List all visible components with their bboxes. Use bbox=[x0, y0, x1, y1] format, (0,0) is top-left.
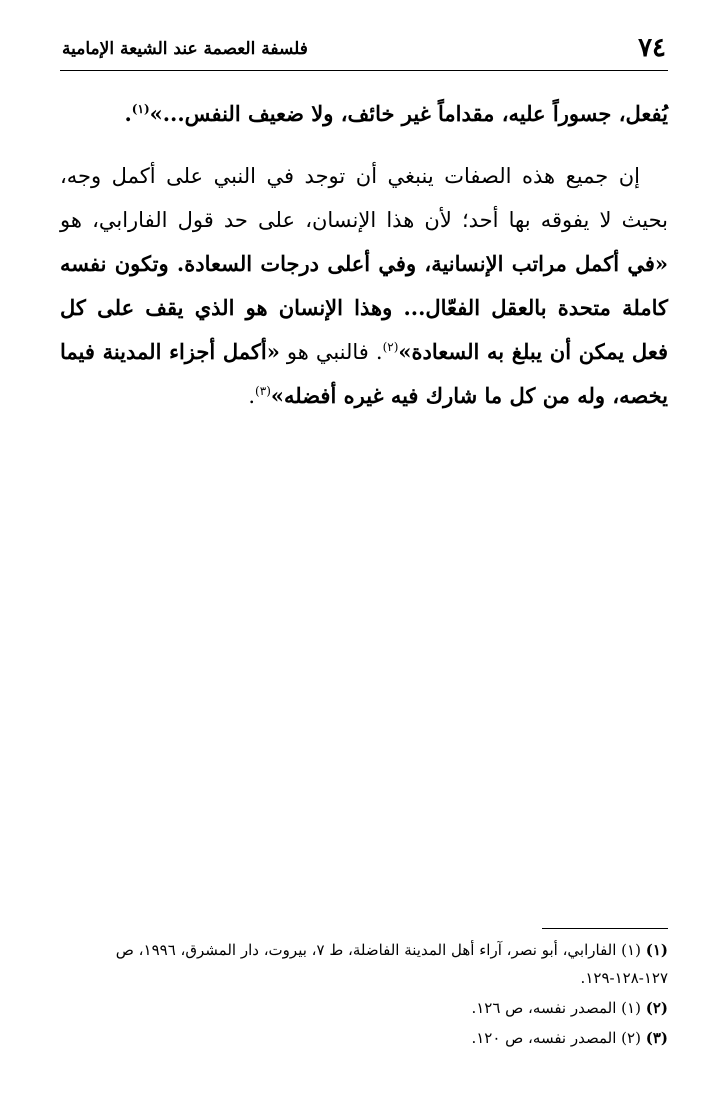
footnote-ref-2: (٢) bbox=[382, 340, 399, 354]
period: . bbox=[124, 101, 132, 126]
footnote-divider bbox=[542, 928, 668, 929]
header-divider bbox=[60, 70, 668, 71]
connector-text: . فالنبي هو bbox=[279, 340, 383, 364]
running-title: فلسفة العصمة عند الشيعة الإمامية bbox=[62, 39, 308, 59]
paragraph-intro-text: إن جميع هذه الصفات ينبغي أن توجد في النبي على أكمل وجه، بحيث لا يفوقه بها أحد؛ لأن هذا الإنسان، على حد قول الفارابي، هو bbox=[60, 164, 668, 232]
footnote-marker: (١) bbox=[645, 941, 668, 959]
footnote-marker: (٢) bbox=[645, 999, 668, 1017]
page-number: ٧٤ bbox=[638, 33, 666, 63]
period: . bbox=[248, 384, 256, 408]
paragraph-prophet-qualities bbox=[60, 154, 668, 418]
footnote-ref-3: (٣) bbox=[255, 384, 271, 398]
main-text bbox=[60, 92, 668, 418]
footnote-text: (١) المصدر نفسه، ص ١٢٦. bbox=[471, 999, 641, 1017]
footnote-3 bbox=[60, 1024, 668, 1052]
footnotes bbox=[60, 936, 668, 1054]
farabi-quote-2: «أكمل أجزاء المدينة فيما يخصه، وله من كل ما شارك فيه غيره أفضله» bbox=[60, 339, 668, 408]
footnote-text: (٢) المصدر نفسه، ص ١٢٠. bbox=[471, 1029, 641, 1047]
footnote-text: (١) الفارابي، أبو نصر، آراء أهل المدينة الفاضلة، ط ٧، بيروت، دار المشرق، ١٩٩٦، ص ١٢٧-١٢٨-١٢٩. bbox=[115, 941, 668, 987]
footnote-ref-1: (١) bbox=[131, 102, 150, 116]
footnote-marker: (٣) bbox=[645, 1029, 668, 1047]
page-header bbox=[60, 30, 668, 66]
footnote-1 bbox=[60, 936, 668, 992]
farabi-quote-1: «في أكمل مراتب الإنسانية، وفي أعلى درجات السعادة. وتكون نفسه كاملة متحدة بالعقل الفعّال... وهذا الإنسان هو الذي يقف على كل فعل يمكن أن يبلغ به السعادة» bbox=[60, 251, 668, 364]
paragraph-continuation bbox=[60, 92, 668, 136]
footnote-2 bbox=[60, 994, 668, 1022]
quote-ending: يُفعل، جسوراً عليه، مقداماً غير خائف، ولا ضعيف النفس...» bbox=[149, 101, 668, 126]
